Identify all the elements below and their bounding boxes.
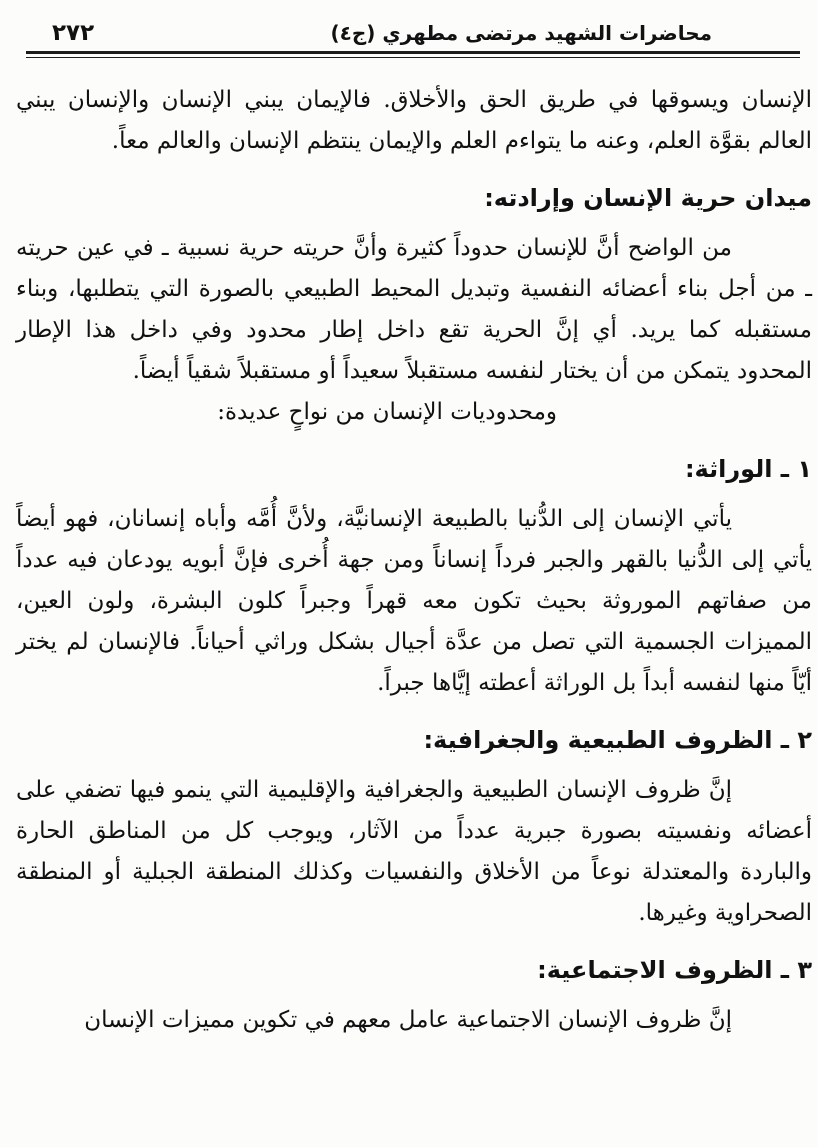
book-title: محاضرات الشهيد مرتضى مطهري (ج٤) (330, 21, 712, 45)
social-paragraph: إنَّ ظروف الإنسان الاجتماعية عامل معهم في تكوين مميزات الإنسان (84, 1007, 732, 1033)
page-body (16, 58, 812, 1041)
section-heading-social: ٣ ـ الظروف الاجتماعية: (537, 956, 812, 984)
limitations-lead-in: ومحدوديات الإنسان من نواحٍ عديدة: (217, 399, 557, 425)
section-heading-geography: ٢ ـ الظروف الطبيعية والجغرافية: (423, 726, 812, 754)
freedom-paragraph: من الواضح أنَّ للإنسان حدوداً كثيرة وأنَّ حريته حرية نسبية ـ في عين حريته ـ من أجل بناء أعضائه النفسية وتبديل المحيط الطبيعي بالصورة التي يتطلبها، وبناء مستقبله كما يريد. أي إنَّ الحرية تقع داخل إطار محدود وفي داخل هذا الإطار المحدود يتمكن من أن يختار لنفسه مستقبلاً سعيداً أو مستقبلاً شقياً أيضاً. (16, 235, 812, 384)
page-header (16, 20, 812, 58)
geography-paragraph: إنَّ ظروف الإنسان الطبيعية والجغرافية والإقليمية التي ينمو فيها تضفي على أعضائه ونفسيته بصورة جبرية عدداً من الآثار، ويوجب كل من المناطق الحارة والباردة والمعتدلة نوعاً من الأخلاق والنفسيات وكذلك المنطقة الجبلية أو المنطقة الصحراوية وغيرها. (16, 777, 812, 926)
section-heading-freedom: ميدان حرية الإنسان وإرادته: (484, 184, 812, 212)
heredity-paragraph: يأتي الإنسان إلى الدُّنيا بالطبيعة الإنسانيَّة، ولأنَّ أُمَّه وأباه إنسانان، فهو أيضاً يأتي إلى الدُّنيا بالقهر والجبر فرداً إنساناً ومن جهة أُخرى فإنَّ أبويه يودعان فيه عدداً من صفاتهم الموروثة بحيث تكون معه قهراً وجبراً كلون البشرة، ولون العين، المميزات الجسمية التي تصل من عدَّة أجيال بشكل وراثي أحياناً. فالإنسان لم يختر أيّاً منها لنفسه أبداً بل الوراثة أعطته إيَّاها جبراً. (16, 506, 812, 696)
page-number: ٢٧٢ (52, 20, 95, 46)
section-heading-heredity: ١ ـ الوراثة: (684, 455, 812, 483)
header-rule (26, 51, 800, 58)
header-row (16, 20, 812, 46)
intro-paragraph: الإنسان ويسوقها في طريق الحق والأخلاق. فالإيمان يبني الإنسان والإنسان يبني العالم بقوَّة العلم، وعنه ما يتواءم العلم والإيمان ينتظم الإنسان والعالم معاً. (16, 87, 812, 154)
